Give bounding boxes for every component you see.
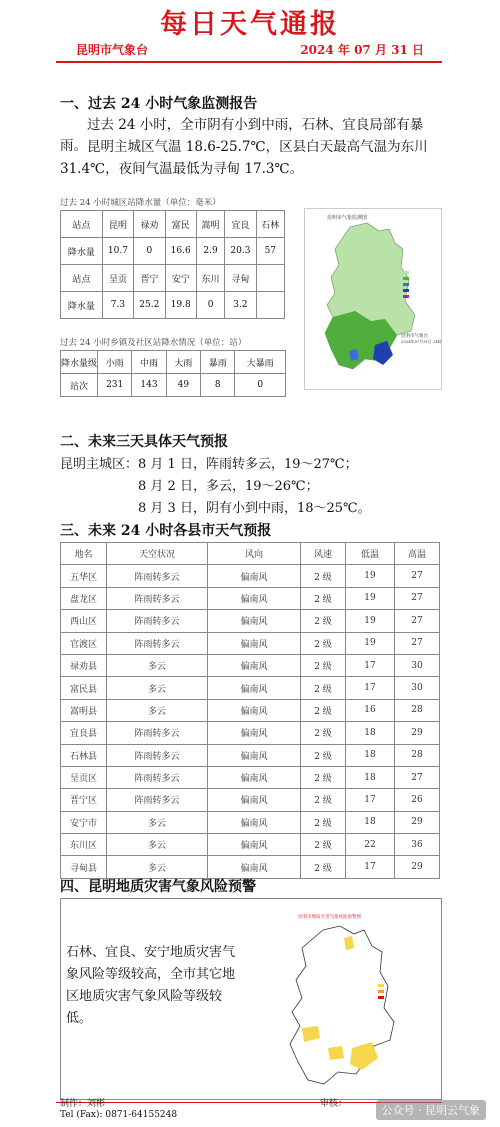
- page-title: 每日天气通报: [160, 9, 340, 40]
- col-header: 低温: [346, 543, 395, 565]
- table-cell: 19: [346, 632, 395, 654]
- table-cell: 富民: [165, 211, 196, 238]
- table-cell: 17: [346, 789, 395, 811]
- forecast-table-body: [61, 565, 440, 878]
- table-cell: 多云: [107, 677, 208, 699]
- table-cell: 30: [395, 654, 440, 676]
- table-cell: 2.9: [196, 238, 224, 265]
- table-cell: 2 级: [301, 811, 346, 833]
- table-cell: 嵩明县: [61, 699, 107, 721]
- footer-author: 制作：刘彬: [60, 1099, 106, 1109]
- table-cell: 2 级: [301, 744, 346, 766]
- table-cell: 29: [395, 856, 440, 878]
- table-cell: 36: [395, 834, 440, 856]
- table-cell: 18: [346, 744, 395, 766]
- table-row: [61, 654, 440, 676]
- table-cell: 2 级: [301, 654, 346, 676]
- table-cell: 降水量: [61, 292, 103, 319]
- table-cell: 偏南风: [208, 699, 301, 721]
- table-cell: 19: [346, 587, 395, 609]
- table-cell: 19: [346, 610, 395, 632]
- table-cell: 2 级: [301, 766, 346, 788]
- table-cell: 29: [395, 811, 440, 833]
- table-cell: 27: [395, 587, 440, 609]
- table-row: [61, 722, 440, 744]
- table-cell: 17: [346, 856, 395, 878]
- table-cell: 呈贡区: [61, 766, 107, 788]
- table-cell: 2 级: [301, 565, 346, 587]
- table-cell: 10.7: [102, 238, 133, 265]
- section3-heading: 三、未来 24 小时各县市天气预报: [60, 523, 272, 539]
- forecast-day3: 8 月 3 日，阴有小到中雨，18～25℃。: [138, 501, 371, 516]
- table-row: [61, 565, 440, 587]
- table-cell: 偏南风: [208, 654, 301, 676]
- table-cell: 8: [201, 374, 235, 397]
- table-cell: 西山区: [61, 610, 107, 632]
- table-row: [61, 238, 285, 265]
- table-cell: 昆明: [102, 211, 133, 238]
- table-cell: 25.2: [134, 292, 165, 319]
- table-cell: 大雨: [166, 351, 200, 374]
- table-row: [61, 610, 440, 632]
- table-cell: 多云: [107, 699, 208, 721]
- geohazard-map-title: 昆明市地质灾害气象风险预警图: [298, 915, 361, 920]
- table-cell: 多云: [107, 834, 208, 856]
- section1-line2: 昆明主城区气温 18.6-25.7℃，区县白天最高气温为东川: [87, 139, 428, 155]
- table-row: [61, 292, 285, 319]
- table-cell: 0: [196, 292, 224, 319]
- table-cell: 2 级: [301, 632, 346, 654]
- township-precip-table: [60, 350, 286, 397]
- table-cell: 27: [395, 565, 440, 587]
- table-cell: 偏南风: [208, 677, 301, 699]
- table-cell: 28: [395, 744, 440, 766]
- issuing-org: 昆明市气象台: [76, 43, 149, 57]
- table-cell: 阵雨转多云: [107, 610, 208, 632]
- legend-swatch: [403, 295, 409, 298]
- precip-map-graphic: [305, 209, 441, 389]
- table-cell: 阵雨转多云: [107, 565, 208, 587]
- legend-swatch: [403, 283, 409, 286]
- table-row: [61, 834, 440, 856]
- section1-line3: 31.4℃，夜间气温最低为寻甸 17.3℃。: [60, 161, 304, 177]
- legend-swatch: [378, 984, 384, 987]
- col-header: 天空状况: [107, 543, 208, 565]
- table-cell: 偏南风: [208, 565, 301, 587]
- table-cell: [256, 265, 284, 292]
- table-cell: 18: [346, 722, 395, 744]
- header-divider: [56, 61, 442, 63]
- table-cell: 降水量: [61, 238, 103, 265]
- col-header: 地名: [61, 543, 107, 565]
- county-forecast-table: [60, 542, 440, 879]
- table-cell: 2 级: [301, 587, 346, 609]
- section4-heading: 四、昆明地质灾害气象风险预警: [60, 879, 256, 895]
- table-cell: 寻甸: [225, 265, 256, 292]
- table-cell: 石林县: [61, 744, 107, 766]
- table-row: [61, 677, 440, 699]
- col-header: 风向: [208, 543, 301, 565]
- table-cell: 27: [395, 766, 440, 788]
- table-cell: 偏南风: [208, 811, 301, 833]
- table-cell: 231: [98, 374, 132, 397]
- table-cell: 偏南风: [208, 744, 301, 766]
- table-cell: 寻甸县: [61, 856, 107, 878]
- table-cell: 偏南风: [208, 632, 301, 654]
- geohazard-map: [268, 908, 438, 1094]
- forecast-prefix: 昆明主城区：: [60, 457, 139, 472]
- table-cell: 东川区: [61, 834, 107, 856]
- table-cell: 57: [256, 238, 284, 265]
- table-cell: 阵雨转多云: [107, 766, 208, 788]
- table-cell: 阵雨转多云: [107, 722, 208, 744]
- footer-reviewer: 审核：: [320, 1099, 348, 1109]
- table-row: [61, 351, 286, 374]
- table-cell: 19: [346, 565, 395, 587]
- table-cell: 2 级: [301, 610, 346, 632]
- risk-area: [328, 1046, 344, 1060]
- table-cell: 晋宁: [134, 265, 165, 292]
- section2-heading: 二、未来三天具体天气预报: [60, 434, 228, 450]
- table-cell: 阵雨转多云: [107, 587, 208, 609]
- table-cell: 禄劝: [134, 211, 165, 238]
- table-row: [61, 856, 440, 878]
- table-cell: 阵雨转多云: [107, 632, 208, 654]
- table-cell: 阵雨转多云: [107, 789, 208, 811]
- table-row: [61, 632, 440, 654]
- table-cell: 偏南风: [208, 856, 301, 878]
- table-cell: 偏南风: [208, 587, 301, 609]
- table-cell: 2 级: [301, 856, 346, 878]
- table-row: [61, 789, 440, 811]
- legend-swatch: [378, 996, 384, 999]
- legend-swatch: [403, 289, 409, 292]
- table-cell: 18: [346, 811, 395, 833]
- table-row: [61, 374, 286, 397]
- table-cell: 7.3: [102, 292, 133, 319]
- table-cell: 站次: [61, 374, 98, 397]
- table-cell: 26: [395, 789, 440, 811]
- table-cell: 17: [346, 677, 395, 699]
- table-row: [61, 587, 440, 609]
- col-header: 高温: [395, 543, 440, 565]
- table-cell: 偏南风: [208, 834, 301, 856]
- table-cell: 2 级: [301, 834, 346, 856]
- table-cell: 偏南风: [208, 610, 301, 632]
- table-cell: 27: [395, 632, 440, 654]
- table-cell: 呈贡: [102, 265, 133, 292]
- table-cell: 偏南风: [208, 722, 301, 744]
- table-cell: 2 级: [301, 789, 346, 811]
- table-cell: 安宁: [165, 265, 196, 292]
- map-date: 2024年07月31日 14时: [401, 339, 441, 344]
- table-cell: 晋宁区: [61, 789, 107, 811]
- table-cell: 0: [235, 374, 286, 397]
- footer-tel: Tel (Fax): 0871-64155248: [60, 1110, 178, 1120]
- issue-date: 2024 年 07 月 31 日: [300, 43, 424, 57]
- table-cell: 2 级: [301, 722, 346, 744]
- table1-caption: 过去 24 小时城区站降水量（单位：毫米）: [60, 198, 221, 208]
- table-row: [61, 766, 440, 788]
- map-title: 昆明市气象监测图: [327, 215, 368, 221]
- table-cell: 27: [395, 610, 440, 632]
- legend-swatch: [403, 271, 409, 274]
- table-cell: 盘龙区: [61, 587, 107, 609]
- table-cell: 16: [346, 699, 395, 721]
- table-cell: 五华区: [61, 565, 107, 587]
- table-cell: 石林: [256, 211, 284, 238]
- forecast-day1: 8 月 1 日，阵雨转多云，19～27℃；: [138, 457, 358, 472]
- table-cell: 大暴雨: [235, 351, 286, 374]
- table-cell: 东川: [196, 265, 224, 292]
- table-cell: 宜良县: [61, 722, 107, 744]
- table-cell: 16.6: [165, 238, 196, 265]
- section1-line1: 过去 24 小时，全市阴有小到中雨，石林、宜良局部有暴雨。: [60, 117, 424, 154]
- legend-swatch: [403, 277, 409, 280]
- table-cell: 中雨: [132, 351, 166, 374]
- table-cell: 官渡区: [61, 632, 107, 654]
- watermark: 公众号 · 昆明云气象: [376, 1100, 487, 1120]
- precip-map: [304, 208, 442, 390]
- table-row: [61, 699, 440, 721]
- table-cell: 30: [395, 677, 440, 699]
- table-row: [61, 744, 440, 766]
- table-cell: 多云: [107, 856, 208, 878]
- forecast-day2: 8 月 2 日，多云，19～26℃；: [138, 479, 319, 494]
- table-cell: 28: [395, 699, 440, 721]
- table-cell: 多云: [107, 654, 208, 676]
- table-row: [61, 211, 285, 238]
- table-header-row: [61, 543, 440, 565]
- table-cell: 降水量级: [61, 351, 98, 374]
- table-row: [61, 265, 285, 292]
- geohazard-map-graphic: [268, 908, 438, 1094]
- table-cell: 17: [346, 654, 395, 676]
- warning-text: 石林、宜良、安宁地质灾害气象风险等级较高，全市其它地区地质灾害气象风险等级较低。: [66, 945, 236, 1026]
- table-cell: 站点: [61, 265, 103, 292]
- legend-swatch: [378, 990, 384, 993]
- table-cell: [256, 292, 284, 319]
- table-cell: 29: [395, 722, 440, 744]
- table-cell: 18: [346, 766, 395, 788]
- table-cell: 宜良: [225, 211, 256, 238]
- table-cell: 2 级: [301, 677, 346, 699]
- map-footer: 昆明市气象台: [401, 334, 428, 339]
- table-cell: 暴雨: [201, 351, 235, 374]
- table-row: [61, 811, 440, 833]
- table-cell: 禄劝县: [61, 654, 107, 676]
- table-cell: 多云: [107, 811, 208, 833]
- table-cell: 20.3: [225, 238, 256, 265]
- city-precip-table: [60, 210, 285, 319]
- col-header: 风速: [301, 543, 346, 565]
- table-cell: 阵雨转多云: [107, 744, 208, 766]
- table-cell: 3.2: [225, 292, 256, 319]
- table-cell: 安宁市: [61, 811, 107, 833]
- table-cell: 偏南风: [208, 766, 301, 788]
- table-cell: 2 级: [301, 699, 346, 721]
- section1-heading: 一、过去 24 小时气象监测报告: [60, 96, 258, 112]
- table-cell: 22: [346, 834, 395, 856]
- table-cell: 偏南风: [208, 789, 301, 811]
- table-cell: 143: [132, 374, 166, 397]
- geohazard-map-region: [290, 926, 394, 1084]
- table-cell: 小雨: [98, 351, 132, 374]
- table-cell: 站点: [61, 211, 103, 238]
- table-cell: 嵩明: [196, 211, 224, 238]
- table-cell: 0: [134, 238, 165, 265]
- table-cell: 49: [166, 374, 200, 397]
- table-cell: 19.8: [165, 292, 196, 319]
- table2-caption: 过去 24 小时乡镇及社区站降水情况（单位：站）: [60, 338, 247, 348]
- table-cell: 富民县: [61, 677, 107, 699]
